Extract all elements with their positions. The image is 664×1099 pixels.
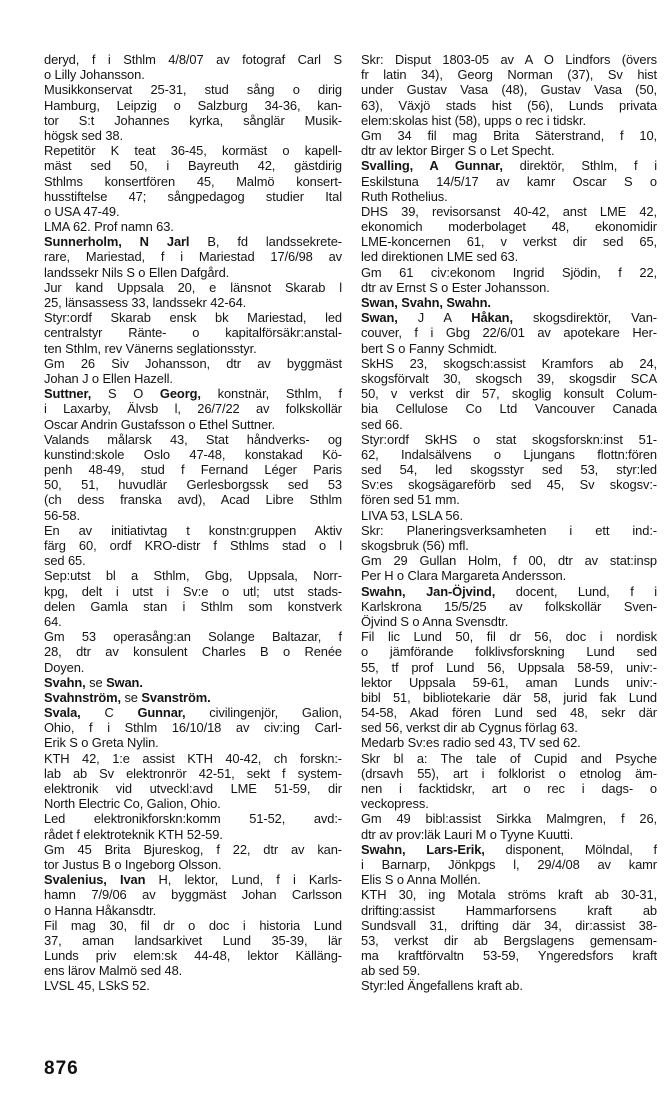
text-run: sed 65. xyxy=(44,553,86,569)
text-line xyxy=(44,325,342,340)
text-run: kpg, delt i utst i Sv:e o utl; utst stads- xyxy=(44,583,342,599)
text-line xyxy=(361,523,657,538)
text-run: bia Cellulose Co Ltd Vancouver Canada xyxy=(361,401,657,417)
text-run: skogsförvalt 30, skogsch 39, skogsdir SCA xyxy=(361,370,657,386)
text-line xyxy=(361,872,657,887)
text-run: elektronik vid utveckl:avd LME 51-59, dir xyxy=(44,781,342,796)
text-run: o Hanna Håkansdtr. xyxy=(44,902,157,918)
text-line xyxy=(361,98,657,113)
text-line xyxy=(44,903,342,918)
text-run: SkHS 23, skogsch:assist Kramfors ab 24, xyxy=(361,355,657,371)
text-run: Sv:es skogsägareförb sed 45, Sv skogsv:- xyxy=(361,477,657,493)
text-line xyxy=(44,113,342,128)
text-line xyxy=(361,584,657,599)
text-run: ma kraftförvaltn 53-59, Yngeredsfors kraft xyxy=(361,948,657,964)
text-run: ten Sthlm, rev Vänerns seglationsstyr. xyxy=(44,340,257,356)
text-line xyxy=(44,249,342,264)
text-line xyxy=(44,234,342,249)
entry-name: Håkan, xyxy=(471,310,513,326)
text-line xyxy=(44,918,342,933)
text-run: LVSL 45, LSkS 52. xyxy=(44,978,150,994)
text-run: elem:skolas hist (58), upps o rec i tidskr. xyxy=(361,112,586,128)
text-line xyxy=(361,553,657,568)
text-run: färg 60, ordf KRO-distr f Sthlms stad o l xyxy=(44,538,342,553)
text-run: Hamburg, Leipzig o Salzburg 34-36, kan- xyxy=(44,97,342,113)
text-line xyxy=(361,568,657,583)
text-run: Doyen. xyxy=(44,659,85,675)
text-line xyxy=(361,67,657,82)
text-run: rare, Mariestad, f i Mariestad 17/6/98 av xyxy=(44,249,342,265)
text-run: se xyxy=(85,674,107,690)
text-run: dtr av Ernst S o Ester Johansson. xyxy=(361,279,550,295)
text-run: Medarb Sv:es radio sed 43, TV sed 62. xyxy=(361,735,581,751)
text-run: i Barnarp, Jönkpgs l, 29/4/08 av kamr xyxy=(361,856,657,872)
text-line xyxy=(361,842,657,857)
text-run: sed 54, led skogsstyr sed 53, styr:led xyxy=(361,462,657,478)
text-run: deryd, f i Sthlm 4/8/07 av fotograf Carl S xyxy=(44,52,342,67)
text-run: (drsavh 55), art i folklorist o etnolog äm- xyxy=(361,765,657,781)
text-run: tor Justus B o Ingeborg Olsson. xyxy=(44,856,222,872)
text-run: bert S o Fanny Schmidt. xyxy=(361,340,497,356)
text-line xyxy=(361,887,657,902)
text-run: Sep:utst bl a Sthlm, Gbg, Uppsala, Norr- xyxy=(44,568,342,584)
text-line xyxy=(44,280,342,295)
text-run: hamn 7/9/06 av byggmäst Johan Carlsson xyxy=(44,887,342,903)
text-run: drifting:assist Hammarforsens kraft ab xyxy=(361,902,657,918)
text-line xyxy=(361,781,657,796)
text-line xyxy=(44,675,342,690)
text-line xyxy=(44,477,342,492)
text-line xyxy=(361,538,657,553)
text-run: Fil lic Lund 50, fil dr 56, doc i nordisk xyxy=(361,629,657,645)
text-line xyxy=(44,538,342,553)
text-run: 54-58, Akad fören Lund sed 48, sekr där xyxy=(361,705,657,721)
text-run: Gm 29 Gullan Holm, f 00, dtr av stat:insp xyxy=(361,553,657,569)
entry-name: Swan, xyxy=(361,310,398,326)
text-run: veckopress. xyxy=(361,796,429,812)
text-run: Valands målarsk 43, Stat håndverks- og xyxy=(44,431,342,447)
text-line xyxy=(44,67,342,82)
text-run: 64. xyxy=(44,613,62,629)
text-run: ens lärov Malmö sed 48. xyxy=(44,963,183,979)
text-line xyxy=(44,781,342,796)
text-line xyxy=(361,720,657,735)
text-line xyxy=(361,477,657,492)
text-run: disponent, Mölndal, f xyxy=(484,841,657,857)
text-run: 28, dtr av konsulent Charles B o Renée xyxy=(44,644,342,660)
text-run: se xyxy=(120,689,142,705)
text-line xyxy=(361,462,657,477)
text-run: Jur kand Uppsala 20, e länsnot Skarab l xyxy=(44,279,342,295)
text-run: delen Gamla stan i Sthlm som konstverk xyxy=(44,598,342,614)
text-line xyxy=(361,113,657,128)
text-run: LME-koncernen 61, v verkst dir sed 65, xyxy=(361,234,657,250)
text-run: dtr av prov:läk Lauri M o Tyyne Kuutti. xyxy=(361,826,574,842)
text-line xyxy=(361,82,657,97)
text-run: Styr:led Ängefallens kraft ab. xyxy=(361,978,523,994)
text-run: 56-58. xyxy=(44,507,80,523)
text-run: civilingenjör, Galion, xyxy=(185,705,342,721)
text-run: DHS 39, revisorsanst 40-42, anst LME 42, xyxy=(361,203,657,219)
text-run: H, lektor, Lund, f i Karls- xyxy=(145,872,342,888)
text-line xyxy=(361,265,657,280)
text-line xyxy=(44,796,342,811)
entry-name: Swahn, Lars-Erik, xyxy=(361,841,485,857)
text-run: couver, f i Gbg 22/6/01 av apotekare Her- xyxy=(361,325,657,341)
text-line xyxy=(44,82,342,97)
text-run: Gm 26 Siv Johansson, dtr av byggmäst xyxy=(44,355,342,371)
text-run: o jämförande folklivsforskning Lund sed xyxy=(361,644,657,660)
text-line xyxy=(361,432,657,447)
text-line xyxy=(44,887,342,902)
text-line xyxy=(44,356,342,371)
entry-name: Swahn, Jan-Öjvind, xyxy=(361,583,496,599)
text-line xyxy=(361,310,657,325)
text-run: Gm 53 operasång:an Solange Baltazar, f xyxy=(44,629,342,645)
text-line xyxy=(361,918,657,933)
text-run: 50, v verkst dir 57, skoglig konsult Colum- xyxy=(361,386,657,402)
text-line xyxy=(361,827,657,842)
text-run: LIVA 53, LSLA 56. xyxy=(361,507,463,523)
text-line xyxy=(44,660,342,675)
text-run: 62, Indalsälvens o Ljungans flottn:fören xyxy=(361,446,657,462)
text-line xyxy=(44,720,342,735)
text-line xyxy=(44,978,342,993)
text-run: nen i facktidskr, art o rec i dags- o xyxy=(361,781,657,796)
text-line xyxy=(361,158,657,173)
text-run: penh 48-49, stud f Fernand Léger Paris xyxy=(44,462,342,478)
text-line xyxy=(44,219,342,234)
text-line xyxy=(44,584,342,599)
text-line xyxy=(44,629,342,644)
text-line xyxy=(361,978,657,993)
text-run: dtr av lektor Birger S o Let Specht. xyxy=(361,143,555,159)
text-line xyxy=(44,174,342,189)
text-line xyxy=(361,295,657,310)
text-run: skogsbruk (56) mfl. xyxy=(361,538,469,553)
text-run: Led elektronikforskn:komm 51-52, avd:- xyxy=(44,811,342,827)
text-line xyxy=(44,523,342,538)
text-line xyxy=(361,690,657,705)
text-line xyxy=(44,341,342,356)
text-run: 55, tf prof Lund 56, Uppsala 58-59, univ:- xyxy=(361,659,657,675)
text-line xyxy=(44,872,342,887)
entry-name: Gunnar, xyxy=(137,705,186,721)
text-run: i Laxarby, Älvsb l, 26/7/22 av folkskollär xyxy=(44,401,342,417)
text-run: Johan J o Ellen Hazell. xyxy=(44,370,173,386)
text-run: kunstind:skole Oslo 47-48, konstakad Kö- xyxy=(44,446,342,462)
text-line xyxy=(361,705,657,720)
text-line xyxy=(361,174,657,189)
text-run: landssekr Nils S o Ellen Dafgård. xyxy=(44,264,230,280)
text-run: Ohio, f i Sthlm 16/10/18 av civ:ing Carl- xyxy=(44,720,342,736)
text-line xyxy=(361,766,657,781)
text-line xyxy=(361,325,657,340)
text-run: ab sed 59. xyxy=(361,963,421,979)
text-line xyxy=(44,492,342,507)
text-line xyxy=(44,508,342,523)
text-run: Gm 49 bibl:assist Sirkka Malmgren, f 26, xyxy=(361,811,657,827)
text-run: ekonomich moderbolaget 48, ekonomidir xyxy=(361,219,657,235)
text-line xyxy=(44,842,342,857)
text-run: husstiftelse 47; sångpedagog studier Ital xyxy=(44,188,342,204)
text-line xyxy=(361,811,657,826)
text-line xyxy=(361,933,657,948)
text-line xyxy=(361,204,657,219)
text-run: Skr: Disput 1803-05 av A O Lindfors (övers xyxy=(361,52,657,67)
text-run: 53, verkst dir ab Bergslagens gemensam- xyxy=(361,932,657,948)
text-line xyxy=(44,614,342,629)
text-line xyxy=(361,52,657,67)
entry-name: Jarl xyxy=(166,234,190,250)
text-run: KTH 42, 1:e assist KTH 40-42, ch forskn:- xyxy=(44,750,342,766)
text-line xyxy=(361,599,657,614)
text-line xyxy=(361,735,657,750)
text-run: 37, aman landsarkivet Lund 35-39, lär xyxy=(44,932,342,948)
text-line xyxy=(361,341,657,356)
text-run: C xyxy=(80,705,138,721)
text-run: rådet f elektroteknik KTH 52-59. xyxy=(44,826,223,842)
text-line xyxy=(44,948,342,963)
text-line xyxy=(44,98,342,113)
text-run: Öjvind S o Anna Svensdtr. xyxy=(361,613,509,629)
text-run: Styr:ordf SkHS o stat skogsforskn:inst 51- xyxy=(361,431,657,447)
text-run: Gm 61 civ:ekonom Ingrid Sjödin, f 22, xyxy=(361,264,657,280)
text-line xyxy=(44,766,342,781)
text-line xyxy=(361,386,657,401)
entry-name: Svahn, xyxy=(44,674,86,690)
text-run: sed 66. xyxy=(361,416,403,432)
text-run: Styr:ordf Skarab ensk bk Mariestad, led xyxy=(44,310,342,326)
page-number: 876 xyxy=(44,1058,79,1079)
text-line xyxy=(44,401,342,416)
entry-name: Suttner, xyxy=(44,386,92,402)
text-line xyxy=(361,508,657,523)
text-run: o USA 47-49. xyxy=(44,203,120,219)
text-line xyxy=(44,417,342,432)
text-line xyxy=(361,644,657,659)
text-line xyxy=(361,249,657,264)
text-run: mäst sed 50, i Bayreuth 42, gästdirig xyxy=(44,158,342,174)
text-line xyxy=(44,568,342,583)
text-line xyxy=(44,811,342,826)
text-run: högsk sed 38. xyxy=(44,127,123,143)
text-line xyxy=(44,295,342,310)
text-line xyxy=(361,629,657,644)
text-line xyxy=(44,599,342,614)
text-run: Gm 34 fil mag Brita Säterstrand, f 10, xyxy=(361,127,657,143)
text-run: KTH 30, ing Motala ströms kraft ab 30-31, xyxy=(361,887,657,903)
text-run: bibl 51, bibliotekarie där 58, jurid fak Lund xyxy=(361,689,657,705)
text-line xyxy=(361,447,657,462)
text-run: North Electric Co, Galion, Ohio. xyxy=(44,796,221,812)
text-run: LMA 62. Prof namn 63. xyxy=(44,219,174,235)
text-run: under Gustav Vasa (48), Gustav Vasa (50, xyxy=(361,82,657,98)
text-line xyxy=(44,189,342,204)
text-run: Lunds priv elem:sk 44-48, lektor Källäng- xyxy=(44,948,342,964)
text-line xyxy=(361,356,657,371)
left-column xyxy=(44,52,342,994)
text-line xyxy=(44,705,342,720)
text-run: fr latin 34), Georg Norman (37), Sv hist xyxy=(361,67,657,83)
text-run: Skr: Planeringsverksamheten i ett ind:- xyxy=(361,522,657,538)
text-line xyxy=(361,796,657,811)
text-run: docent, Lund, f i xyxy=(495,583,657,599)
text-run: konstnär, Sthlm, f xyxy=(200,386,342,402)
text-line xyxy=(44,432,342,447)
text-run: Per H o Clara Margareta Andersson. xyxy=(361,568,567,584)
text-run: En av initiativtag t konstn:gruppen Aktiv xyxy=(44,522,342,538)
entry-name: Swan. xyxy=(106,674,143,690)
text-line xyxy=(44,371,342,386)
text-line xyxy=(44,963,342,978)
text-line xyxy=(361,234,657,249)
text-run: tor S:t Johannes kyrka, sånglär Musik- xyxy=(44,112,342,128)
text-line xyxy=(361,857,657,872)
text-run: 63), Växjö stads hist (56), Lunds privata xyxy=(361,97,657,113)
right-column xyxy=(361,52,657,994)
text-line xyxy=(44,735,342,750)
entry-name: Svala, xyxy=(44,705,81,721)
text-line xyxy=(44,751,342,766)
text-run: 50, 51, huvudlär Gerlesborgssk sed 53 xyxy=(44,477,342,493)
text-line xyxy=(361,614,657,629)
text-line xyxy=(361,492,657,507)
text-line xyxy=(361,660,657,675)
text-run: sed 56, verkst dir ab Cygnus förlag 63. xyxy=(361,720,578,736)
text-run: Erik S o Greta Nylin. xyxy=(44,735,159,751)
entry-name: Sunnerholm, N xyxy=(44,234,167,250)
text-run: Skr bl a: The tale of Cupid and Psyche xyxy=(361,750,657,766)
text-run: Elis S o Anna Mollén. xyxy=(361,872,481,888)
entry-name: Svalenius, Ivan xyxy=(44,872,146,888)
text-line xyxy=(44,933,342,948)
text-run: Ruth Rothelius. xyxy=(361,188,448,204)
text-line xyxy=(361,963,657,978)
text-line xyxy=(44,143,342,158)
text-line xyxy=(44,265,342,280)
entry-name: Georg, xyxy=(159,386,201,402)
text-run: Fil mag 30, fil dr o doc i historia Lund xyxy=(44,917,342,933)
text-line xyxy=(361,371,657,386)
text-line xyxy=(44,827,342,842)
text-run: Repetitör K teat 36-45, kormäst o kapell- xyxy=(44,143,342,159)
text-line xyxy=(361,219,657,234)
text-line xyxy=(361,280,657,295)
text-run: fören sed 51 mm. xyxy=(361,492,460,508)
text-line xyxy=(361,751,657,766)
text-line xyxy=(44,52,342,67)
text-line xyxy=(44,857,342,872)
text-run: 25, länsassess 33, landssekr 42-64. xyxy=(44,295,247,310)
text-run: skogsdirektör, Van- xyxy=(512,310,657,326)
text-line xyxy=(361,128,657,143)
text-line xyxy=(44,644,342,659)
text-run: B, fd landssekrete- xyxy=(189,234,342,250)
text-run: lab ab Sv elektronrör 42-51, sekt f system- xyxy=(44,765,342,781)
text-run: centralstyr Ränte- o kapitalförsäkr:anstal- xyxy=(44,325,342,341)
text-line xyxy=(361,948,657,963)
text-line xyxy=(361,675,657,690)
text-run: Eskilstuna 14/5/17 av kamr Oscar S o xyxy=(361,173,657,189)
text-run: (ch dess franska avd), Acad Libre Sthlm xyxy=(44,492,342,508)
entry-name: Swan, Svahn, Swahn. xyxy=(361,295,491,310)
text-run: Sthlms konsertfören 45, Malmö konsert- xyxy=(44,173,342,189)
text-run: o Lilly Johansson. xyxy=(44,67,145,83)
text-run: lektor Uppsala 59-61, aman Lunds univ:- xyxy=(361,674,657,690)
text-line xyxy=(44,204,342,219)
text-line xyxy=(361,417,657,432)
text-run: Karlskrona 15/5/25 av folkskollär Sven- xyxy=(361,598,657,614)
entry-name: Gunnar, xyxy=(454,158,503,174)
text-run: Gm 45 Brita Bjureskog, f 22, dtr av kan- xyxy=(44,841,342,857)
text-line xyxy=(44,690,342,705)
text-line xyxy=(361,903,657,918)
text-line xyxy=(44,462,342,477)
text-line xyxy=(361,401,657,416)
text-run: direktör, Sthlm, f i xyxy=(502,158,657,174)
text-run: J A xyxy=(397,310,472,326)
text-line xyxy=(44,310,342,325)
text-line xyxy=(44,158,342,173)
text-line xyxy=(44,447,342,462)
text-run: led direktionen LME sed 63. xyxy=(361,249,519,265)
text-run: S O xyxy=(91,386,160,402)
text-line xyxy=(361,189,657,204)
text-line xyxy=(361,143,657,158)
text-line xyxy=(44,553,342,568)
text-line xyxy=(44,128,342,143)
entry-name: Svalling, A xyxy=(361,158,455,174)
text-run: Oscar Andrin Gustafsson o Ethel Suttner. xyxy=(44,416,276,432)
text-run: Sundsvall 31, drifting där 34, dir:assist 38- xyxy=(361,917,657,933)
entry-name: Svahnström, xyxy=(44,689,121,705)
text-line xyxy=(44,386,342,401)
entry-name: Svanström. xyxy=(141,689,211,705)
text-run: Musikkonservat 25-31, stud sång o dirig xyxy=(44,82,342,98)
